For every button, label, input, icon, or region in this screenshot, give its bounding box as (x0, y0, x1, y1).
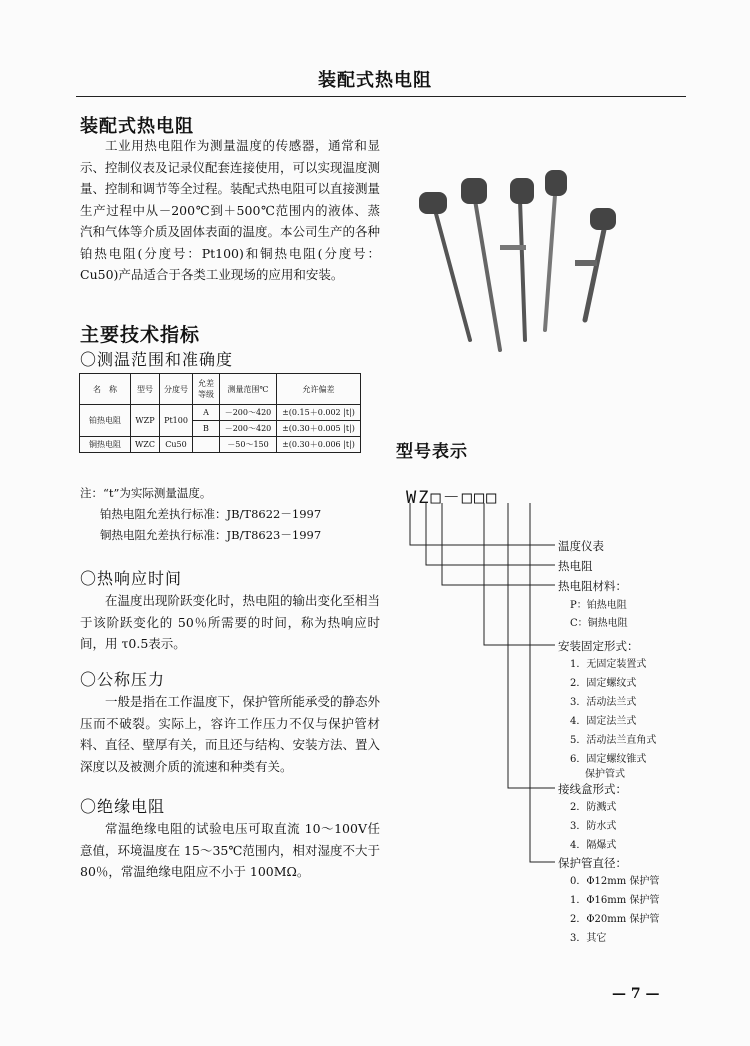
specs-title: 主要技术指标 (80, 324, 201, 346)
pressure-text: 一般是指在工作温度下，保护管所能承受的静态外压而不破裂。实际上，容许工作压力不仅与保护管材料、直径、壁厚有关，而且还与结构、安装方法、置入深度以及被测介质的流速和种类有关。 (80, 694, 381, 774)
page-header-title: 装配式热电阻 (318, 70, 432, 91)
model-item-mounting: 安装固定形式： (558, 639, 639, 653)
cell-tolerance: ±(0.30＋0.005 |t|) (277, 421, 361, 437)
cell-name: 铂热电阻 (80, 405, 131, 437)
diameter-option: 0．Φ12mm 保护管 (570, 876, 660, 887)
table-row (80, 437, 361, 453)
intro-paragraph: 工业用热电阻作为测量温度的传感器，通常和显示、控制仪表及记录仪配套连接使用，可以实现温度测量、控制和调节等全过程。装配式热电阻可以直接测量生产过程中从－200℃到＋500℃范围内的液体、蒸汽和气体等介质及固体表面的温度。本公司生产的各种铂热电阻(分度号：Pt100)和铜热电阻(分度号：Cu50)产品适合于各类工业现场的应用和安装。 (80, 138, 381, 282)
cell-model: WZP (131, 405, 160, 437)
diameter-option: 2．Φ20mm 保护管 (570, 914, 660, 925)
diameter-option: 1．Φ16mm 保护管 (570, 895, 660, 906)
insulation-title: 〇绝缘电阻 (80, 797, 166, 816)
mounting-option: 6．固定螺纹锥式 (570, 754, 647, 765)
cell-range: －50～150 (220, 437, 277, 453)
model-item-rtd: 热电阻 (558, 559, 593, 573)
table-note: 注：“t”为实际测量温度。 (80, 486, 212, 500)
cell-grade: A (193, 405, 220, 421)
model-item-junction-box: 接线盒形式： (558, 782, 627, 796)
header-range: 测量范围℃ (220, 374, 277, 405)
cell-range: －200～420 (220, 421, 277, 437)
header-rule (76, 96, 686, 97)
cell-grade: B (193, 421, 220, 437)
model-item-material: 热电阻材料： (558, 579, 627, 593)
junction-option: 2．防溅式 (570, 802, 617, 813)
header-name: 名 称 (80, 374, 131, 405)
mounting-option: 保护管式 (585, 769, 625, 780)
cell-range: －200～420 (220, 405, 277, 421)
mounting-option: 3．活动法兰式 (570, 697, 637, 708)
standard-cu: 铜热电阻允差执行标准：JB/T8623－1997 (100, 528, 322, 542)
cell-model: WZC (131, 437, 160, 453)
pressure-title: 〇公称压力 (80, 670, 166, 689)
response-text: 在温度出现阶跃变化时，热电阻的输出变化至相当于该阶跃变化的 50％所需要的时间，称为热响应时间，用 τ0.5表示。 (80, 593, 381, 651)
diameter-option: 3．其它 (570, 933, 607, 944)
cell-index: Pt100 (160, 405, 193, 437)
table-header-row (80, 374, 361, 405)
model-item-diameter: 保护管直径： (558, 856, 627, 870)
section-title: 装配式热电阻 (80, 116, 194, 137)
insulation-text: 常温绝缘电阻的试验电压可取直流 10～100V任意值，环境温度在 15～35℃范围内，相对湿度不大于 80％，常温绝缘电阻应不小于 100MΩ。 (80, 821, 380, 879)
page-number: — 7 — (612, 986, 660, 1002)
model-title: 型号表示 (396, 442, 468, 462)
header-tolerance: 允许偏差 (277, 374, 361, 405)
response-title: 〇热响应时间 (80, 569, 183, 588)
header-grade: 允差等级 (193, 374, 220, 405)
table-row (80, 405, 361, 421)
model-item-instrument: 温度仪表 (558, 539, 604, 553)
cell-name: 铜热电阻 (80, 437, 131, 453)
range-accuracy-title: 〇测温范围和准确度 (80, 350, 234, 369)
spec-table (79, 373, 361, 453)
material-option: C：铜热电阻 (570, 618, 628, 629)
standard-pt: 铂热电阻允差执行标准：JB/T8622－1997 (100, 507, 322, 521)
cell-index: Cu50 (160, 437, 193, 453)
model-code: WZ□－□□□ (406, 488, 499, 508)
header-model: 型号 (131, 374, 160, 405)
cell-grade (193, 437, 220, 453)
mounting-option: 5．活动法兰直角式 (570, 735, 657, 746)
header-index: 分度号 (160, 374, 193, 405)
cell-tolerance: ±(0.15＋0.002 |t|) (277, 405, 361, 421)
material-option: P：铂热电阻 (570, 600, 627, 611)
junction-option: 4．隔爆式 (570, 840, 617, 851)
junction-option: 3．防水式 (570, 821, 617, 832)
mounting-option: 4．固定法兰式 (570, 716, 637, 727)
product-photo (405, 150, 675, 370)
mounting-option: 2．固定螺纹式 (570, 678, 637, 689)
cell-tolerance: ±(0.30＋0.006 |t|) (277, 437, 361, 453)
mounting-option: 1．无固定装置式 (570, 659, 647, 670)
